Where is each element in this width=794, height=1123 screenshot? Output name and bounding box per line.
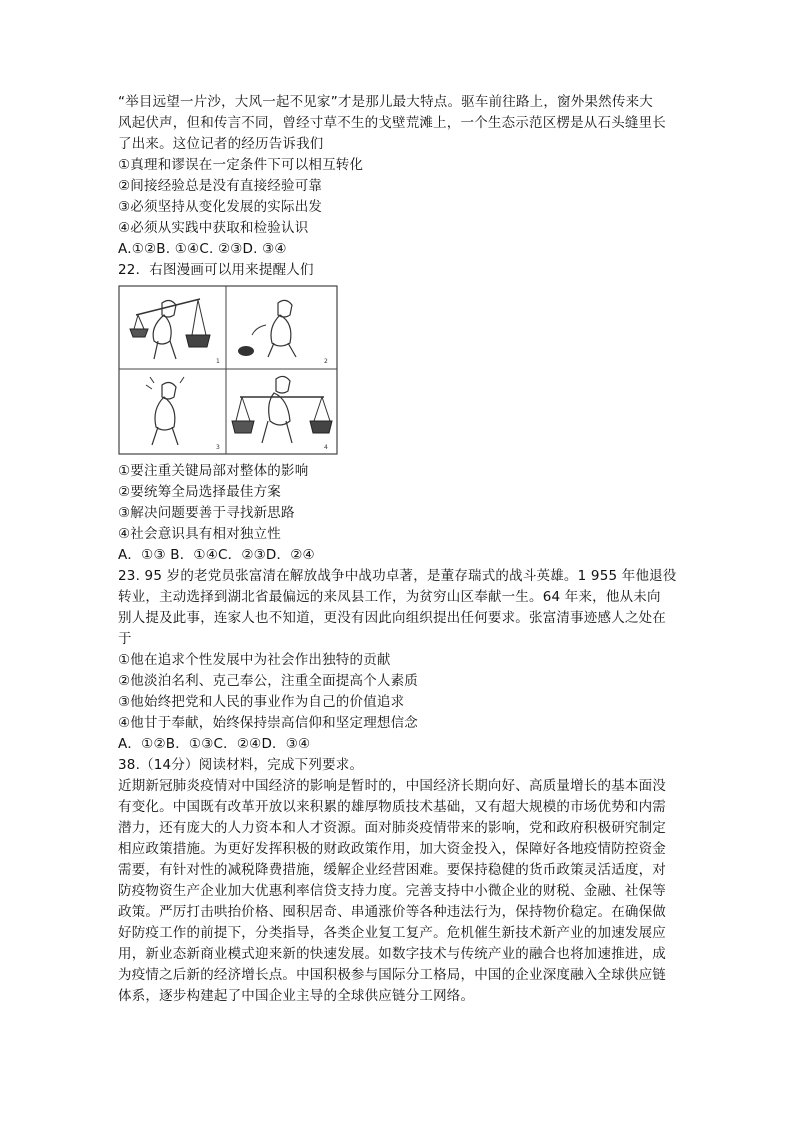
q21-stem-line-1: “举目远望一片沙，大风一起不见家”才是那儿最大特点。驱车前往路上，窗外果然传来大: [118, 94, 653, 110]
q22-option-1: ①要注重关键局部对整体的影响: [118, 463, 309, 479]
comic-panel-2-number: 2: [324, 358, 328, 365]
q21-answer-choices: A.①②B. ①④C. ②③D. ③④: [118, 241, 287, 257]
q22-option-4: ④社会意识具有相对独立性: [118, 526, 282, 542]
comic-svg: [118, 285, 338, 455]
q38-material-line-5: 需要，有针对性的减税降费措施，缓解企业经营困难。要保持稳健的货币政策灵活适度，对: [118, 862, 666, 878]
q23-stem-line-4: 于: [118, 631, 132, 647]
q38-material-line-1: 近期新冠肺炎疫情对中国经济的影响是暂时的，中国经济长期向好、高质量增长的基本面没: [118, 778, 666, 794]
exam-page: [118, 92, 688, 1007]
comic-panel-4-number: 4: [324, 444, 328, 451]
q22-option-2: ②要统筹全局选择最佳方案: [118, 484, 282, 500]
q22-option-3: ③解决问题要善于寻找新思路: [118, 505, 295, 521]
q23-stem-line-1: 23. 95 岁的老党员张富清在解放战争中战功卓著，是董存瑞式的战斗英雄。1 955 年他退役: [118, 568, 677, 584]
comic-panel-3-number: 3: [216, 444, 220, 451]
q21-block: [118, 92, 688, 260]
q38-material-line-8: 好防疫工作的前提下，分类指导，各类企业复工复产。危机催生新技术新产业的加速发展应: [118, 925, 666, 941]
q21-option-3: ③必须坚持从变化发展的实际出发: [118, 199, 323, 215]
q38-material-line-4: 相应政策措施。为更好发挥积极的财政政策作用，加大资金投入，保障好各地疫情防控资金: [118, 841, 666, 857]
q21-option-2: ②间接经验总是没有直接经验可靠: [118, 178, 323, 194]
q38-material-line-9: 用，新业态新商业模式迎来新的快速发展。如数字技术与传统产业的融合也将加速推进，成: [118, 946, 666, 962]
q38-material-line-10: 为疫情之后新的经济增长点。中国积极参与国际分工格局，中国的企业深度融入全球供应链: [118, 967, 666, 983]
q23-option-1: ①他在追求个性发展中为社会作出独特的贡献: [118, 652, 391, 668]
q22-block: [118, 260, 688, 566]
comic-panel-1-number: 1: [216, 358, 220, 365]
q21-option-1: ①真理和谬误在一定条件下可以相互转化: [118, 157, 364, 173]
q21-stem-line-3: 了出来。这位记者的经历告诉我们: [118, 136, 324, 152]
q23-option-4: ④他甘于奉献，始终保持崇高信仰和坚定理想信念: [118, 715, 419, 731]
q22-stem: 22．右图漫画可以用来提醒人们: [118, 262, 314, 278]
q38-material-line-6: 防疫物资生产企业加大优惠利率信贷支持力度。完善支持中小微企业的财税、金融、社保等: [118, 883, 666, 899]
q22-answer-choices: A．①③ B．①④C．②③D．②④: [118, 547, 315, 563]
q38-stem: 38.（14分）阅读材料，完成下列要求。: [118, 757, 364, 773]
q38-material-line-7: 政策。严厉打击哄抬价格、囤积居奇、串通涨价等各种违法行为，保持物价稳定。在确保做: [118, 904, 666, 920]
q23-option-2: ②他淡泊名利、克己奉公，注重全面提高个人素质: [118, 673, 419, 689]
q21-stem-line-2: 风起伏声，但和传言不同，曾经寸草不生的戈壁荒滩上，一个生态示范区楞是从石头缝里长: [118, 115, 666, 131]
q23-answer-choices: A．①②B．①③C．②④D．③④: [118, 736, 311, 752]
q23-block: [118, 566, 688, 755]
comic-illustration: [118, 285, 338, 455]
q23-option-3: ③他始终把党和人民的事业作为自己的价值追求: [118, 694, 405, 710]
q38-material-line-2: 有变化。中国既有改革开放以来积累的雄厚物质技术基础，又有超大规模的市场优势和内需: [118, 799, 666, 815]
q38-material-line-11: 体系，逐步构建起了中国企业主导的全球供应链分工网络。: [118, 988, 475, 1004]
q23-stem-line-3: 别人提及此事，连家人也不知道，更没有因此向组织提出任何要求。张富清事迹感人之处在: [118, 610, 666, 626]
q21-option-4: ④必须从实践中获取和检验认识: [118, 220, 309, 236]
q38-material-line-3: 潜力，还有庞大的人力资本和人才资源。面对肺炎疫情带来的影响，党和政府积极研究制定: [118, 820, 666, 836]
q23-stem-line-2: 转业，主动选择到湖北省最偏远的来凤县工作，为贫穷山区奉献一生。64 年来，他从未向: [118, 589, 661, 605]
q38-block: [118, 755, 688, 1007]
